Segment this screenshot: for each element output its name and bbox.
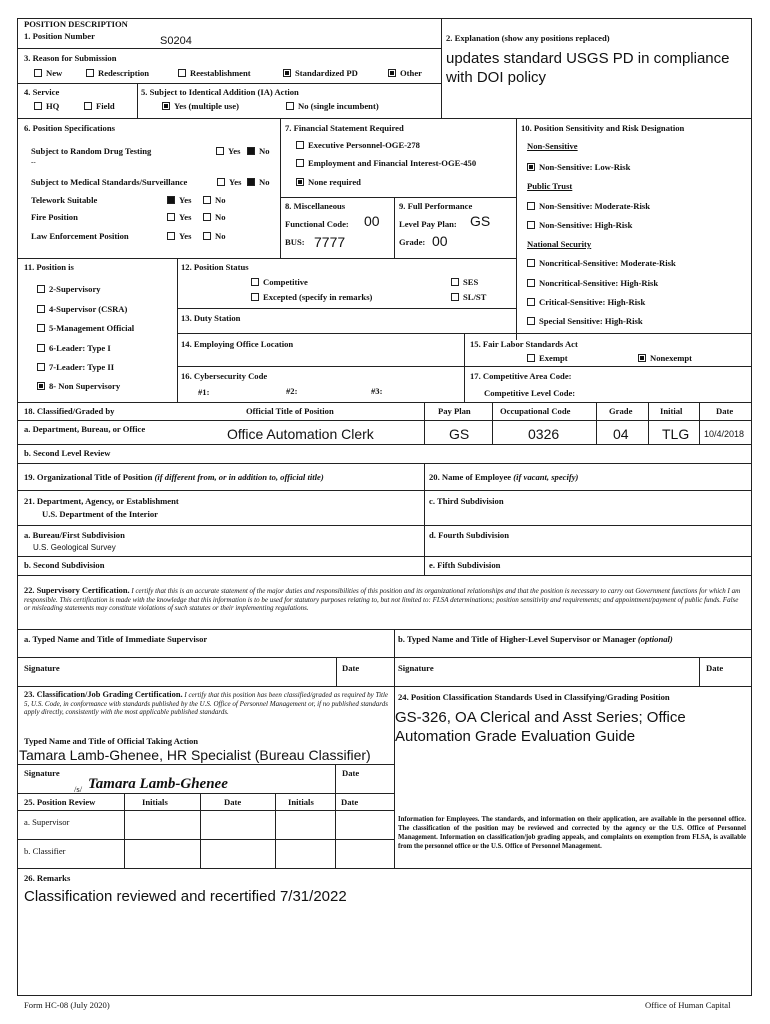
- fire-yes-checkbox[interactable]: [167, 213, 175, 221]
- misc-label: 8. Miscellaneous: [285, 201, 346, 211]
- fire-no[interactable]: No: [203, 212, 226, 222]
- position-is-label: 11. Position is: [24, 262, 74, 272]
- official-title-value[interactable]: Office Automation Clerk: [227, 426, 374, 442]
- occ-code-cell[interactable]: 0326: [528, 426, 560, 442]
- position-review-label: 25. Position Review: [24, 797, 96, 807]
- telework-label: Telework Suitable: [31, 195, 98, 205]
- telework-no[interactable]: No: [203, 195, 226, 205]
- sens-nc-moderate[interactable]: Noncritical-Sensitive: Moderate-Risk: [527, 258, 676, 268]
- standards-line1[interactable]: GS-326, OA Clerical and Asst Series; Office: [395, 709, 686, 726]
- classifier-signature: Tamara Lamb-Ghenee: [88, 776, 228, 792]
- ia-yes[interactable]: Yes (multiple use): [162, 101, 239, 111]
- law-yes[interactable]: Yes: [167, 231, 191, 241]
- classifier-signature-label: Signature: [24, 768, 60, 778]
- ia-action-label: 5. Subject to Identical Addition (IA) Action: [141, 87, 299, 97]
- signature-prefix: /s/: [74, 784, 83, 794]
- h-official-title: Official Title of Position: [246, 406, 334, 416]
- sensitivity-label: 10. Position Sensitivity and Risk Designation: [521, 123, 685, 133]
- pos-leader2[interactable]: 7-Leader: Type II: [37, 362, 114, 372]
- h-initial: Initial: [660, 406, 683, 416]
- position-number-value[interactable]: S0204: [160, 35, 192, 47]
- reason-other-checkbox[interactable]: [388, 69, 396, 77]
- pay-plan-value[interactable]: GS: [470, 213, 491, 229]
- slst-checkbox[interactable]: [451, 293, 459, 301]
- department-value[interactable]: U.S. Department of the Interior: [42, 509, 158, 519]
- grade-cell[interactable]: 04: [613, 426, 629, 442]
- medical-yes[interactable]: Yes: [217, 177, 241, 187]
- financial-oge278[interactable]: Executive Personnel-OGE-278: [296, 140, 420, 150]
- duty-station-label: 13. Duty Station: [181, 313, 241, 323]
- oge278-checkbox[interactable]: [296, 141, 304, 149]
- management-checkbox[interactable]: [37, 324, 45, 332]
- drug-testing-yes[interactable]: Yes: [216, 146, 240, 156]
- reason-label: 3. Reason for Submission: [24, 53, 117, 63]
- service-field-checkbox[interactable]: [84, 102, 92, 110]
- fifth-subdivision-label: e. Fifth Subdivision: [429, 560, 501, 570]
- critical-checkbox[interactable]: [527, 298, 535, 306]
- sens-low-risk[interactable]: Non-Sensitive: Low-Risk: [527, 162, 630, 172]
- public-trust-heading: Public Trust: [527, 181, 573, 191]
- explanation-line2[interactable]: with DOI policy: [446, 69, 547, 86]
- telework-yes[interactable]: Yes: [167, 195, 191, 205]
- immediate-supervisor-label: a. Typed Name and Title of Immediate Supervisor: [24, 634, 208, 644]
- remarks-value[interactable]: Classification reviewed and recertified 7/31/2022: [24, 888, 347, 905]
- pos-csra[interactable]: 4-Supervisor (CSRA): [37, 304, 127, 314]
- law-no[interactable]: No: [203, 231, 226, 241]
- h-grade: Grade: [609, 406, 633, 416]
- dept-bureau-label: a. Department, Bureau, or Office: [24, 424, 146, 434]
- service-label: 4. Service: [24, 87, 60, 97]
- classifier-date-label: Date: [342, 768, 360, 778]
- employing-office-label: 14. Employing Office Location: [181, 339, 294, 349]
- review-classifier-label: b. Classifier: [24, 846, 66, 856]
- service-hq-checkbox[interactable]: [34, 102, 42, 110]
- h-occ-code: Occupational Code: [500, 406, 571, 416]
- flsa-exempt[interactable]: Exempt: [527, 353, 568, 363]
- office-name: Office of Human Capital: [645, 1000, 731, 1010]
- medical-no-checkbox[interactable]: [247, 178, 255, 186]
- reason-other[interactable]: Other: [388, 68, 422, 78]
- sens-high[interactable]: Non-Sensitive: High-Risk: [527, 220, 632, 230]
- typed-name-label: Typed Name and Title of Official Taking Action: [24, 736, 199, 746]
- supervisory-checkbox[interactable]: [37, 285, 45, 293]
- pos-supervisory[interactable]: 2-Supervisory: [37, 284, 101, 294]
- classified-by-label: 18. Classified/Graded by: [24, 406, 115, 416]
- financial-oge450[interactable]: Employment and Financial Interest-OGE-450: [296, 158, 476, 168]
- h-pay-plan: Pay Plan: [438, 406, 471, 416]
- cybersecurity-label: 16. Cybersecurity Code: [181, 371, 268, 381]
- date-header-1: Date: [224, 797, 242, 807]
- excepted-checkbox[interactable]: [251, 293, 259, 301]
- position-status-label: 12. Position Status: [181, 262, 249, 272]
- date-cell[interactable]: 10/4/2018: [704, 429, 745, 439]
- competitive-area-label: 17. Competitive Area Code:: [470, 371, 572, 381]
- grade-label: Grade:: [399, 237, 426, 247]
- reason-redescription-checkbox[interactable]: [86, 69, 94, 77]
- reason-reestablishment-checkbox[interactable]: [178, 69, 186, 77]
- employee-name-label: 20. Name of Employee (if vacant, specify): [429, 472, 579, 482]
- initials-header-1: Initials: [142, 797, 168, 807]
- pay-plan-label: Level Pay Plan:: [399, 219, 457, 229]
- department-label: 21. Department, Agency, or Establishment: [24, 496, 179, 506]
- law-yes-checkbox[interactable]: [167, 232, 175, 240]
- remarks-label: 26. Remarks: [24, 873, 71, 883]
- org-title-label: 19. Organizational Title of Position (if different from, or in addition to, official title): [24, 472, 324, 482]
- supervisor-signature-label: Signature: [24, 663, 60, 673]
- ia-no[interactable]: No (single incumbent): [286, 101, 379, 111]
- status-slst[interactable]: SL/ST: [451, 292, 486, 302]
- non-sensitive-heading: Non-Sensitive: [527, 141, 578, 151]
- explanation-line1[interactable]: updates standard USGS PD in compliance: [446, 50, 730, 67]
- ia-no-checkbox[interactable]: [286, 102, 294, 110]
- sens-critical[interactable]: Critical-Sensitive: High-Risk: [527, 297, 645, 307]
- typed-name-value[interactable]: Tamara Lamb-Ghenee, HR Specialist (Bureau Classifier): [19, 747, 371, 763]
- third-subdivision-label: c. Third Subdivision: [429, 496, 504, 506]
- employee-information: Information for Employees. The standards, and information on their application, are available in the personnel office. The classification of the position may be reviewed and corrected by the agency or the U.S. Office of Personnel Management. Information on classification/job grading appeals, and complaints on exemption from FLSA, is available from the personnel office or the U.S. Office of Personnel Management.: [398, 816, 746, 850]
- leader2-checkbox[interactable]: [37, 363, 45, 371]
- pos-management[interactable]: 5-Management Official: [37, 323, 134, 333]
- leader1-checkbox[interactable]: [37, 344, 45, 352]
- flsa-label: 15. Fair Labor Standards Act: [470, 339, 578, 349]
- law-no-checkbox[interactable]: [203, 232, 211, 240]
- sens-nc-high[interactable]: Noncritical-Sensitive: High-Risk: [527, 278, 658, 288]
- telework-yes-checkbox[interactable]: [167, 196, 175, 204]
- drug-testing-no[interactable]: No: [247, 146, 270, 156]
- reason-redescription[interactable]: Redescription: [86, 68, 149, 78]
- full-performance-label: 9. Full Performance: [399, 201, 473, 211]
- position-number-label: 1. Position Number: [24, 31, 95, 41]
- fire-label: Fire Position: [31, 212, 78, 222]
- standards-line2[interactable]: Automation Grade Evaluation Guide: [395, 728, 636, 745]
- medical-yes-checkbox[interactable]: [217, 178, 225, 186]
- cyber-code-3: #3:: [371, 386, 383, 396]
- form-title: POSITION DESCRIPTION: [24, 19, 128, 29]
- ses-checkbox[interactable]: [451, 278, 459, 286]
- financial-statement-label: 7. Financial Statement Required: [285, 123, 404, 133]
- bus-label: BUS:: [285, 237, 305, 247]
- initial-cell[interactable]: TLG: [662, 426, 690, 442]
- sens-special[interactable]: Special Sensitive: High-Risk: [527, 316, 643, 326]
- cyber-code-1: #1:: [198, 387, 210, 397]
- low-risk-checkbox[interactable]: [527, 163, 535, 171]
- medical-label: Subject to Medical Standards/Surveillance: [31, 177, 188, 187]
- fourth-subdivision-label: d. Fourth Subdivision: [429, 530, 510, 540]
- status-competitive[interactable]: Competitive: [251, 277, 308, 287]
- reason-reestablishment[interactable]: Reestablishment: [178, 68, 251, 78]
- reason-new[interactable]: New: [34, 68, 62, 78]
- standards-used-label: 24. Position Classification Standards Used in Classifying/Grading Position: [398, 692, 670, 702]
- service-field[interactable]: Field: [84, 101, 115, 111]
- second-subdivision-label: b. Second Subdivision: [24, 560, 105, 570]
- functional-code-label: Functional Code:: [285, 219, 349, 229]
- ia-yes-checkbox[interactable]: [162, 102, 170, 110]
- sens-moderate[interactable]: Non-Sensitive: Moderate-Risk: [527, 201, 650, 211]
- drug-yes-checkbox[interactable]: [216, 147, 224, 155]
- none-required-checkbox[interactable]: [296, 178, 304, 186]
- drug-no-checkbox[interactable]: [247, 147, 255, 155]
- cyber-code-2: #2:: [286, 386, 298, 396]
- competitive-checkbox[interactable]: [251, 278, 259, 286]
- exempt-checkbox[interactable]: [527, 354, 535, 362]
- date-header-2: Date: [341, 797, 359, 807]
- reason-standardized-checkbox[interactable]: [283, 69, 291, 77]
- drug-testing-label: Subject to Random Drug Testing: [31, 146, 152, 156]
- position-specs-label: 6. Position Specifications: [24, 123, 115, 133]
- service-hq[interactable]: HQ: [34, 101, 59, 111]
- nc-moderate-checkbox[interactable]: [527, 259, 535, 267]
- manager-date-label: Date: [706, 663, 724, 673]
- nc-high-checkbox[interactable]: [527, 279, 535, 287]
- fire-no-checkbox[interactable]: [203, 213, 211, 221]
- flsa-nonexempt[interactable]: Nonexempt: [638, 353, 692, 363]
- csra-checkbox[interactable]: [37, 305, 45, 313]
- status-ses[interactable]: SES: [451, 277, 478, 287]
- supervisor-date-label: Date: [342, 663, 360, 673]
- pay-plan-cell[interactable]: GS: [449, 426, 470, 442]
- review-supervisor-label: a. Supervisor: [24, 817, 70, 827]
- nonsupervisory-checkbox[interactable]: [37, 382, 45, 390]
- moderate-risk-checkbox[interactable]: [527, 202, 535, 210]
- higher-supervisor-label: b. Typed Name and Title of Higher-Level Supervisor or Manager (optional): [398, 634, 673, 644]
- telework-no-checkbox[interactable]: [203, 196, 211, 204]
- functional-code-value[interactable]: 00: [364, 213, 380, 229]
- form-number: Form HC-08 (July 2020): [24, 1000, 110, 1010]
- h-date: Date: [716, 406, 734, 416]
- status-excepted[interactable]: Excepted (specify in remarks): [251, 292, 372, 302]
- second-level-review-label: b. Second Level Review: [24, 448, 111, 458]
- national-security-heading: National Security: [527, 239, 592, 249]
- fire-yes[interactable]: Yes: [167, 212, 191, 222]
- nonexempt-checkbox[interactable]: [638, 354, 646, 362]
- drug-testing-dash: --: [31, 158, 36, 166]
- grade-value[interactable]: 00: [432, 233, 448, 249]
- manager-signature-label: Signature: [398, 663, 434, 673]
- special-checkbox[interactable]: [527, 317, 535, 325]
- bureau-label: a. Bureau/First Subdivision: [24, 530, 125, 540]
- classification-certification: 23. Classification/Job Grading Certification. I certify that this position has been classified/graded as required by Title 5, U.S. Code, in conformance with standards published by the U.S. Office of Personnel Management or, if no published standards apply directly, consistently with the most applicable published standards.: [24, 690, 389, 717]
- supervisory-certification: 22. Supervisory Certification. I certify that this is an accurate statement of the major duties and responsibilities of this position and its organizational relationships and that the position is necessary to carry out Government functions for which I am responsible. This certification is made with the knowledge that this information is to be used for statutory purposes relating to, but not limited to: FLSA determinations; position sensitivity and requirements; and appointment/payment of public funds. False or misleading statements may constitute violations of such statutes or their implementing regulations.: [24, 586, 741, 613]
- competitive-level-label: Competitive Level Code:: [484, 388, 576, 398]
- explanation-label: 2. Explanation (show any positions replaced): [446, 33, 610, 43]
- financial-none[interactable]: None required: [296, 177, 361, 187]
- bus-value[interactable]: 7777: [314, 234, 346, 250]
- medical-no[interactable]: No: [247, 177, 270, 187]
- high-risk-checkbox[interactable]: [527, 221, 535, 229]
- pos-leader1[interactable]: 6-Leader: Type I: [37, 343, 111, 353]
- law-enforcement-label: Law Enforcement Position: [31, 231, 129, 241]
- pos-nonsupervisory[interactable]: 8- Non Supervisory: [37, 381, 120, 391]
- oge450-checkbox[interactable]: [296, 159, 304, 167]
- reason-standardized[interactable]: Standardized PD: [283, 68, 358, 78]
- initials-header-2: Initials: [288, 797, 314, 807]
- reason-new-checkbox[interactable]: [34, 69, 42, 77]
- bureau-value[interactable]: U.S. Geological Survey: [33, 543, 116, 552]
